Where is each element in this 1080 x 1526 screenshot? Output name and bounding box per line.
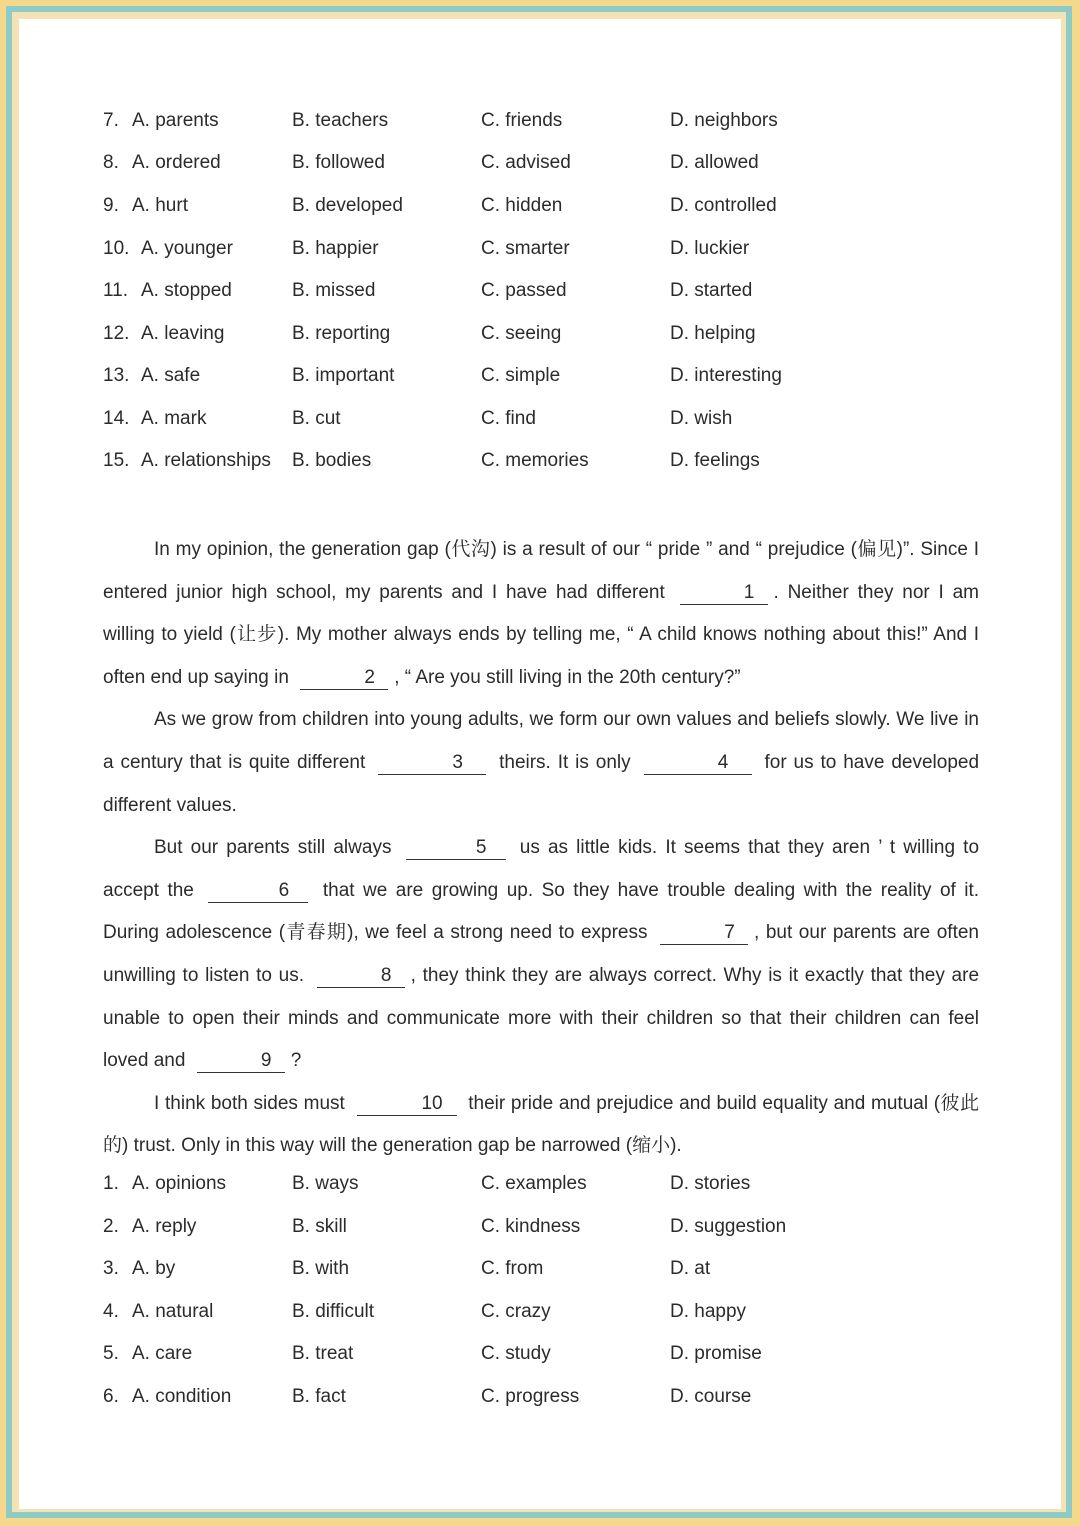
paragraph-4 bbox=[103, 1083, 979, 1168]
option-b: B. skill bbox=[292, 1216, 347, 1237]
option-row-6 bbox=[103, 1382, 1003, 1412]
option-b: B. developed bbox=[292, 195, 403, 216]
option-row-3 bbox=[103, 1254, 1003, 1284]
question-number: 14. bbox=[103, 408, 130, 429]
option-b: B. teachers bbox=[292, 110, 389, 131]
option-c: C. study bbox=[481, 1343, 551, 1364]
question-number: 3. bbox=[103, 1258, 119, 1279]
option-b: B. fact bbox=[292, 1386, 346, 1407]
option-row-12 bbox=[103, 319, 1003, 349]
passage-text: . Neither they nor I am willing to yield (让步). My mother always ends by telling me, “ A child knows nothing about this!” And I often end up saying in bbox=[103, 581, 979, 688]
option-d: D. allowed bbox=[670, 152, 759, 173]
option-c: C. examples bbox=[481, 1173, 587, 1194]
option-a: A. relationships bbox=[141, 450, 271, 471]
option-b: B. followed bbox=[292, 152, 385, 173]
option-d: D. interesting bbox=[670, 365, 782, 386]
question-number: 7. bbox=[103, 110, 119, 131]
blank-10: 10 bbox=[357, 1093, 457, 1116]
question-number: 10. bbox=[103, 238, 130, 259]
option-b: B. missed bbox=[292, 280, 376, 301]
option-a: A. stopped bbox=[141, 280, 232, 301]
option-d: D. suggestion bbox=[670, 1216, 787, 1237]
option-b: B. reporting bbox=[292, 323, 391, 344]
option-c: C. progress bbox=[481, 1386, 580, 1407]
option-d: D. happy bbox=[670, 1301, 747, 1322]
option-d: D. wish bbox=[670, 408, 733, 429]
option-d: D. helping bbox=[670, 323, 756, 344]
option-row-2 bbox=[103, 1212, 1003, 1242]
option-row-8 bbox=[103, 148, 1003, 178]
option-b: B. difficult bbox=[292, 1301, 375, 1322]
option-row-13 bbox=[103, 361, 1003, 391]
option-d: D. promise bbox=[670, 1343, 762, 1364]
question-number: 1. bbox=[103, 1173, 119, 1194]
option-c: C. simple bbox=[481, 365, 561, 386]
option-c: C. passed bbox=[481, 280, 567, 301]
passage-text: But our parents still always bbox=[154, 837, 392, 859]
passage-text: , but our parents are often unwilling to listen to us. bbox=[103, 922, 979, 986]
option-a: A. younger bbox=[141, 238, 233, 259]
question-number: 4. bbox=[103, 1301, 119, 1322]
blank-1: 1 bbox=[680, 582, 768, 605]
option-d: D. stories bbox=[670, 1173, 751, 1194]
passage-text: As we grow from children into young adults, we form our own values and beliefs slowly. We live in a century that is quite different bbox=[103, 709, 979, 773]
option-b: B. happier bbox=[292, 238, 379, 259]
paragraph-1 bbox=[103, 529, 979, 699]
passage-text: theirs. It is only bbox=[499, 751, 631, 773]
passage-text: us as little kids. It seems that they aren ’ t willing to accept the bbox=[103, 837, 980, 901]
option-row-9 bbox=[103, 191, 1003, 221]
passage-text: their pride and prejudice and build equality and mutual (彼此的) trust. Only in this way will the generation gap be narrowed (缩小). bbox=[103, 1092, 979, 1157]
cloze-passage bbox=[103, 529, 979, 1168]
question-number: 15. bbox=[103, 450, 130, 471]
option-row-4 bbox=[103, 1297, 1003, 1327]
option-a: A. hurt bbox=[132, 195, 188, 216]
passage-text: I think both sides must bbox=[154, 1092, 345, 1114]
option-b: B. bodies bbox=[292, 450, 372, 471]
option-a: A. reply bbox=[132, 1216, 197, 1237]
option-c: C. hidden bbox=[481, 195, 563, 216]
option-a: A. mark bbox=[141, 408, 207, 429]
blank-9: 9 bbox=[197, 1050, 285, 1073]
option-b: B. important bbox=[292, 365, 395, 386]
passage-text: , “ Are you still living in the 20th century?” bbox=[394, 666, 741, 688]
paragraph-2 bbox=[103, 699, 979, 827]
option-d: D. at bbox=[670, 1258, 711, 1279]
question-number: 11. bbox=[103, 280, 129, 301]
option-c: C. crazy bbox=[481, 1301, 551, 1322]
option-c: C. advised bbox=[481, 152, 571, 173]
worksheet-page bbox=[19, 19, 1061, 1509]
option-row-15 bbox=[103, 446, 1003, 476]
option-a: A. natural bbox=[132, 1301, 214, 1322]
option-b: B. treat bbox=[292, 1343, 354, 1364]
option-d: D. luckier bbox=[670, 238, 750, 259]
question-number: 5. bbox=[103, 1343, 119, 1364]
option-d: D. started bbox=[670, 280, 753, 301]
passage-text: ? bbox=[290, 1050, 302, 1072]
option-c: C. smarter bbox=[481, 238, 570, 259]
option-c: C. seeing bbox=[481, 323, 562, 344]
option-c: C. kindness bbox=[481, 1216, 581, 1237]
question-number: 12. bbox=[103, 323, 130, 344]
option-b: B. ways bbox=[292, 1173, 359, 1194]
passage-text: for us to have developed different values. bbox=[103, 751, 980, 816]
option-c: C. from bbox=[481, 1258, 544, 1279]
question-number: 6. bbox=[103, 1386, 119, 1407]
question-number: 9. bbox=[103, 195, 119, 216]
option-c: C. memories bbox=[481, 450, 589, 471]
option-a: A. care bbox=[132, 1343, 193, 1364]
option-a: A. safe bbox=[141, 365, 201, 386]
question-number: 2. bbox=[103, 1216, 119, 1237]
paragraph-3 bbox=[103, 827, 979, 1083]
option-row-11 bbox=[103, 276, 1003, 306]
question-number: 13. bbox=[103, 365, 130, 386]
option-a: A. ordered bbox=[132, 152, 221, 173]
blank-2: 2 bbox=[300, 667, 388, 690]
option-b: B. cut bbox=[292, 408, 341, 429]
option-d: D. controlled bbox=[670, 195, 777, 216]
option-d: D. neighbors bbox=[670, 110, 778, 131]
blank-7: 7 bbox=[660, 922, 748, 945]
option-c: C. friends bbox=[481, 110, 563, 131]
option-a: A. leaving bbox=[141, 323, 225, 344]
option-a: A. opinions bbox=[132, 1173, 227, 1194]
option-a: A. parents bbox=[132, 110, 219, 131]
passage-text: that we are growing up. So they have trouble dealing with the reality of it. During adolescence (青春期), we feel a strong need to express bbox=[103, 879, 980, 944]
question-number: 8. bbox=[103, 152, 119, 173]
passage-text: In my opinion, the generation gap (代沟) is a result of our “ pride ” and “ prejudice (偏见)”. Since I entered junior high school, my parents and I have had different bbox=[103, 539, 979, 603]
option-d: D. course bbox=[670, 1386, 752, 1407]
option-b: B. with bbox=[292, 1258, 350, 1279]
blank-3: 3 bbox=[378, 752, 486, 775]
option-row-1 bbox=[103, 1169, 1003, 1199]
option-a: A. by bbox=[132, 1258, 176, 1279]
blank-5: 5 bbox=[406, 837, 506, 860]
option-a: A. condition bbox=[132, 1386, 232, 1407]
blank-8: 8 bbox=[317, 965, 405, 988]
blank-6: 6 bbox=[208, 880, 308, 903]
option-d: D. feelings bbox=[670, 450, 760, 471]
option-row-5 bbox=[103, 1339, 1003, 1369]
option-c: C. find bbox=[481, 408, 536, 429]
option-row-10 bbox=[103, 234, 1003, 264]
passage-text: , they think they are always correct. Why is it exactly that they are unable to open their minds and communicate more with their children so that their children can feel loved and bbox=[103, 964, 980, 1072]
blank-4: 4 bbox=[644, 752, 752, 775]
option-row-7 bbox=[103, 106, 1003, 136]
option-row-14 bbox=[103, 404, 1003, 434]
